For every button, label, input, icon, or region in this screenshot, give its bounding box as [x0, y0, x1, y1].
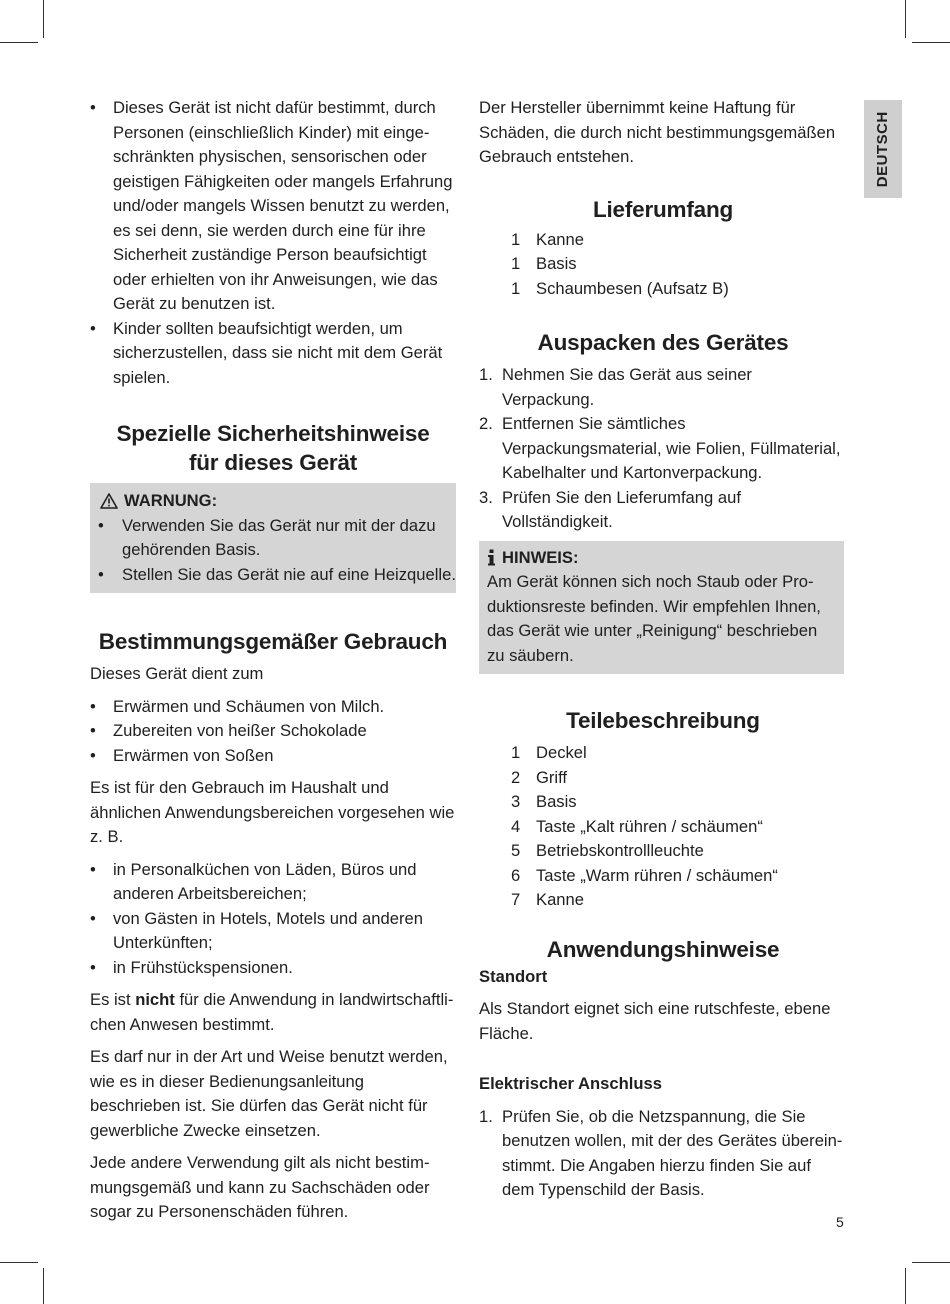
electric-heading: Elektrischer Anschluss [479, 1074, 662, 1093]
list-item [511, 888, 847, 913]
list-item: • in Personalküchen von Läden, Büros und anderen Arbeitsbereichen; [90, 858, 456, 907]
step-text: Entfernen Sie sämtliches Verpackungsmaterial, wie Folien, Füllmaterial, Kabelhalter und Kartonverpackung. [502, 414, 841, 482]
step-number: 1. [479, 1106, 493, 1126]
list-item [511, 741, 847, 766]
unpacking-steps [479, 363, 847, 535]
list-item: • Erwärmen von Soßen [90, 744, 456, 769]
crop-mark [905, 1268, 906, 1304]
location-heading: Standort [479, 966, 548, 986]
safety-bullet-list [90, 96, 456, 390]
list-item [511, 839, 847, 864]
parts-heading: Teilebeschreibung [566, 708, 760, 733]
info-icon [487, 549, 496, 566]
list-item [511, 277, 847, 302]
list-item: • Erwärmen und Schäumen von Milch. [90, 695, 456, 720]
step-number: 2. [479, 414, 493, 433]
part-number: 3 [511, 792, 521, 811]
special-safety-heading [90, 419, 456, 477]
crop-mark [43, 1268, 44, 1304]
list-item [511, 790, 847, 815]
item-quantity: 1 [511, 229, 521, 249]
part-name: Taste „Warm rühren / schäumen“ [536, 865, 778, 885]
step-number: 1. [479, 365, 493, 384]
step-number: 3. [479, 487, 493, 507]
list-item [511, 815, 847, 840]
part-name: Basis [536, 792, 577, 811]
other-use-paragraph: Jede andere Verwendung gilt als nicht bestimmungsgemäß und kann zu Sachschäden oder sogar zu Personenschäden führen. [90, 1153, 430, 1221]
emphasis-text: nicht [135, 990, 175, 1009]
item-quantity: 1 [511, 254, 521, 273]
text-run: für die Anwendung in landwirtschaftlichen Anwesen bestimmt. [90, 990, 454, 1034]
location-paragraph: Als Standort eignet sich eine rutschfeste, ebene Fläche. [479, 999, 831, 1043]
household-example-list [90, 858, 456, 981]
list-item [511, 766, 847, 791]
page-number: 5 [836, 1214, 844, 1230]
intended-use-intro: Dieses Gerät dient zum [90, 664, 264, 683]
list-item: • Kinder sollten beaufsichtigt werden, um sicherzustellen, dass sie nicht mit dem Gerät spielen. [90, 317, 456, 391]
list-item [479, 363, 847, 412]
usage-heading: Anwendungshinweise [546, 936, 780, 962]
list-item: • von Gästen in Hotels, Motels und anderen Unterkünften; [90, 907, 456, 956]
language-tab [864, 100, 902, 198]
warning-title-text: WARNUNG: [124, 491, 218, 510]
note-title [487, 546, 836, 571]
electric-steps [479, 1105, 847, 1203]
step-text: Prüfen Sie, ob die Netzspannung, die Sie benutzen wollen, mit der des Gerätes übereinstimmt. Die Angaben hierzu finden Sie auf dem Typenschild der Basis. [502, 1106, 843, 1199]
left-column [90, 96, 456, 1225]
list-item: • in Frühstückspensionen. [90, 956, 456, 981]
text-run: Es ist [90, 990, 136, 1009]
language-tab-label: DEUTSCH [873, 110, 891, 188]
note-title-text: HINWEIS: [502, 547, 579, 567]
list-item [511, 864, 847, 889]
part-number: 6 [511, 865, 521, 885]
crop-mark [0, 42, 38, 43]
warning-triangle-icon [100, 493, 118, 509]
crop-mark [0, 1262, 38, 1263]
item-name: Basis [536, 254, 577, 273]
list-item: • Verwenden Sie das Gerät nur mit der dazu gehörenden Basis. [90, 514, 456, 563]
warning-box [90, 483, 456, 593]
list-item: • Zubereiten von heißer Schokolade [90, 719, 456, 744]
item-name: Schaumbesen (Aufsatz B) [536, 278, 729, 298]
unpacking-heading: Auspacken des Gerätes [537, 330, 789, 355]
list-item: • Stellen Sie das Gerät nie auf eine Heizquelle. [90, 563, 456, 588]
agricultural-paragraph [90, 988, 456, 1037]
intended-use-heading: Bestimmungsgemäßer Gebrauch [98, 629, 448, 654]
crop-mark [905, 0, 906, 38]
step-text: Prüfen Sie den Lieferumfang auf Vollständigkeit. [502, 487, 741, 531]
part-number: 4 [511, 816, 521, 836]
scope-heading: Lieferumfang [592, 196, 734, 222]
parts-list [479, 741, 847, 913]
note-text: Am Gerät können sich noch Staub oder Produktionsreste befinden. Wir empfehlen Ihnen, das Gerät wie unter „Reinigung“ beschrieben zu säubern. [487, 572, 821, 665]
heading-line: für dieses Gerät [188, 450, 358, 475]
warning-list [90, 514, 456, 588]
part-number: 7 [511, 890, 521, 909]
right-column [479, 96, 847, 1203]
crop-mark [912, 1262, 950, 1263]
list-item [479, 1105, 847, 1203]
crop-mark [912, 42, 950, 43]
part-name: Kanne [536, 890, 584, 909]
part-number: 1 [511, 743, 521, 762]
list-item [479, 412, 847, 486]
note-box [479, 541, 844, 675]
manner-paragraph: Es darf nur in der Art und Weise benutzt werden, wie es in dieser Bedienungsanleitung beschrieben ist. Sie dürfen das Gerät nicht für gewerbliche Zwecke einsetzen. [90, 1047, 448, 1140]
list-item [511, 252, 847, 277]
household-paragraph: Es ist für den Gebrauch im Haushalt und ähnlichen Anwendungsbereichen vorgesehen wie z. B. [90, 778, 455, 846]
part-name: Taste „Kalt rühren / schäumen“ [536, 816, 763, 836]
item-quantity: 1 [511, 278, 521, 298]
part-name: Griff [536, 767, 568, 787]
part-name: Deckel [536, 743, 587, 762]
crop-mark [43, 0, 44, 38]
liability-paragraph: Der Hersteller übernimmt keine Haftung für Schäden, die durch nicht bestimmungsgemäßen Gebrauch entstehen. [479, 98, 836, 166]
heading-line: Spezielle Sicherheitshinweise [116, 421, 430, 446]
scope-list [479, 228, 847, 302]
list-item [511, 228, 847, 253]
part-number: 5 [511, 841, 521, 860]
part-name: Betriebskontrollleuchte [536, 841, 704, 860]
list-item [479, 486, 847, 535]
part-number: 2 [511, 767, 521, 787]
list-item: • Dieses Gerät ist nicht dafür bestimmt, durch Personen (einschließlich Kinder) mit eingeschränkten physischen, sensorischen oder geistigen Fähigkeiten oder mangels Erfahrung und/oder mangels Wissen benutzt zu werden, es sei denn, sie werden durch eine für ihre Sicherheit zuständige Person beaufsichtigt oder erhielten von ihr Anweisungen, wie das Gerät zu benutzen ist. [90, 96, 456, 317]
intended-use-list [90, 695, 456, 769]
item-name: Kanne [536, 229, 584, 249]
warning-title [90, 489, 456, 514]
step-text: Nehmen Sie das Gerät aus seiner Verpackung. [502, 365, 752, 409]
